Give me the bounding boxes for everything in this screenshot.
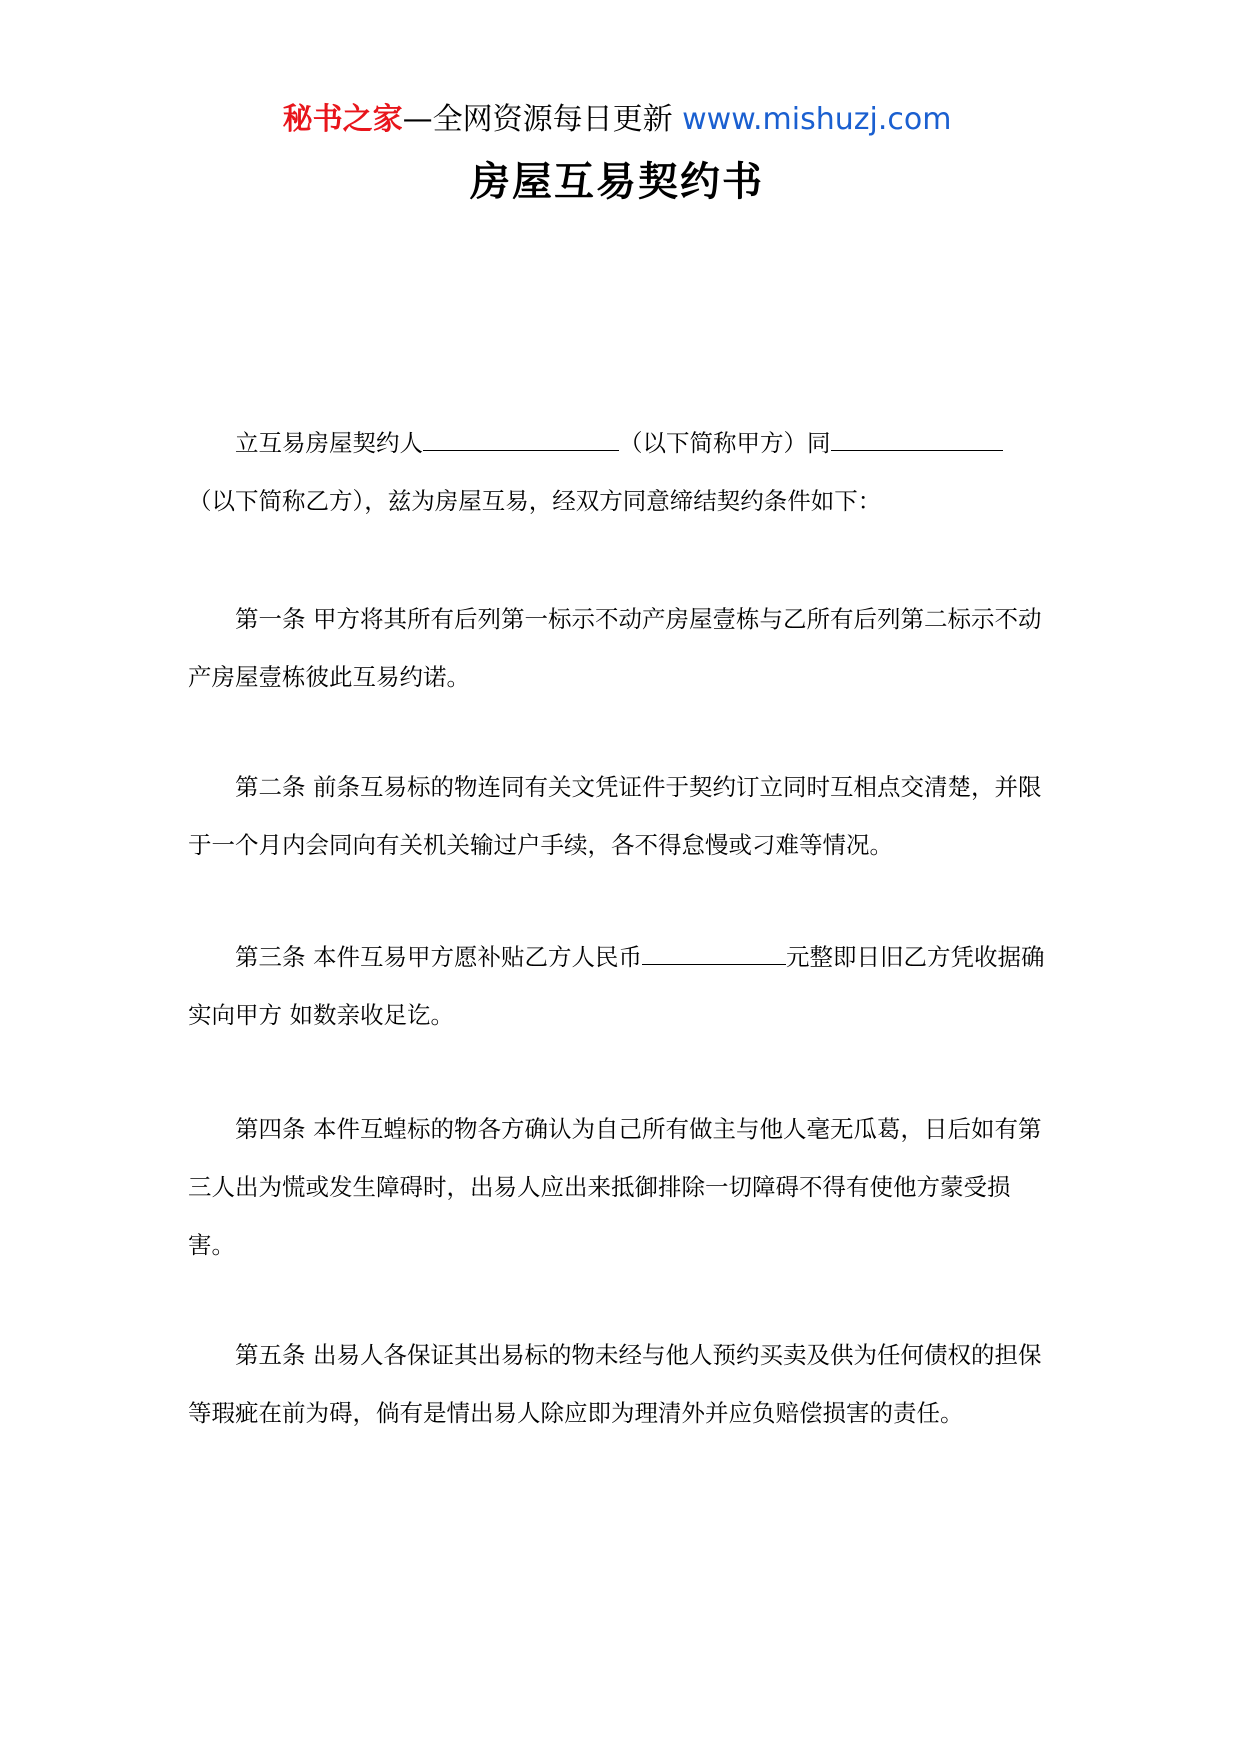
- site-tagline: —全网资源每日更新: [402, 102, 683, 137]
- document-title: 房屋互易契约书: [470, 159, 764, 205]
- intro-text-1: 立互易房屋契约人: [235, 429, 423, 457]
- intro-text-2: （以下简称甲方）同: [619, 429, 831, 457]
- article-3: [188, 928, 1046, 1044]
- article-5: 第五条 出易人各保证其出易标的物未经与他人预约买卖及供为任何债权的担保等瑕疵在前为碍，倘有是情出易人除应即为理清外并应负赔偿损害的责任。: [188, 1341, 1042, 1427]
- party-a-blank: [423, 428, 619, 451]
- intro-text-3: （以下简称乙方），兹为房屋互易，经双方同意缔结契约条件如下：: [188, 487, 882, 515]
- site-url-link[interactable]: www.mishuzj.com: [682, 102, 952, 137]
- site-brand: 秘书之家: [282, 102, 403, 137]
- site-header: [0, 100, 1234, 140]
- article-1: 第一条 甲方将其所有后列第一标示不动产房屋壹栋与乙所有后列第二标示不动产房屋壹栋彼此互易约诺。: [188, 605, 1042, 691]
- article-2: 第二条 前条互易标的物连同有关文凭证件于契约订立同时互相点交清楚，并限于一个月内会同向有关机关输过户手续，各不得怠慢或刁难等情况。: [188, 773, 1042, 859]
- article-4: 第四条 本件互蝗标的物各方确认为自己所有做主与他人毫无瓜葛，日后如有第三人出为慌或发生障碍时，出易人应出来抵御排除一切障碍不得有使他方蒙受损害。: [188, 1115, 1042, 1259]
- intro-paragraph: [188, 414, 1046, 530]
- article-3-text-1: 第三条 本件互易甲方愿补贴乙方人民币: [235, 943, 642, 971]
- party-b-blank: [831, 428, 1003, 451]
- amount-blank: [642, 942, 786, 965]
- article-3-text-2: 元整即日旧乙方凭收据确实向甲方 如数亲收足讫。: [188, 943, 1045, 1029]
